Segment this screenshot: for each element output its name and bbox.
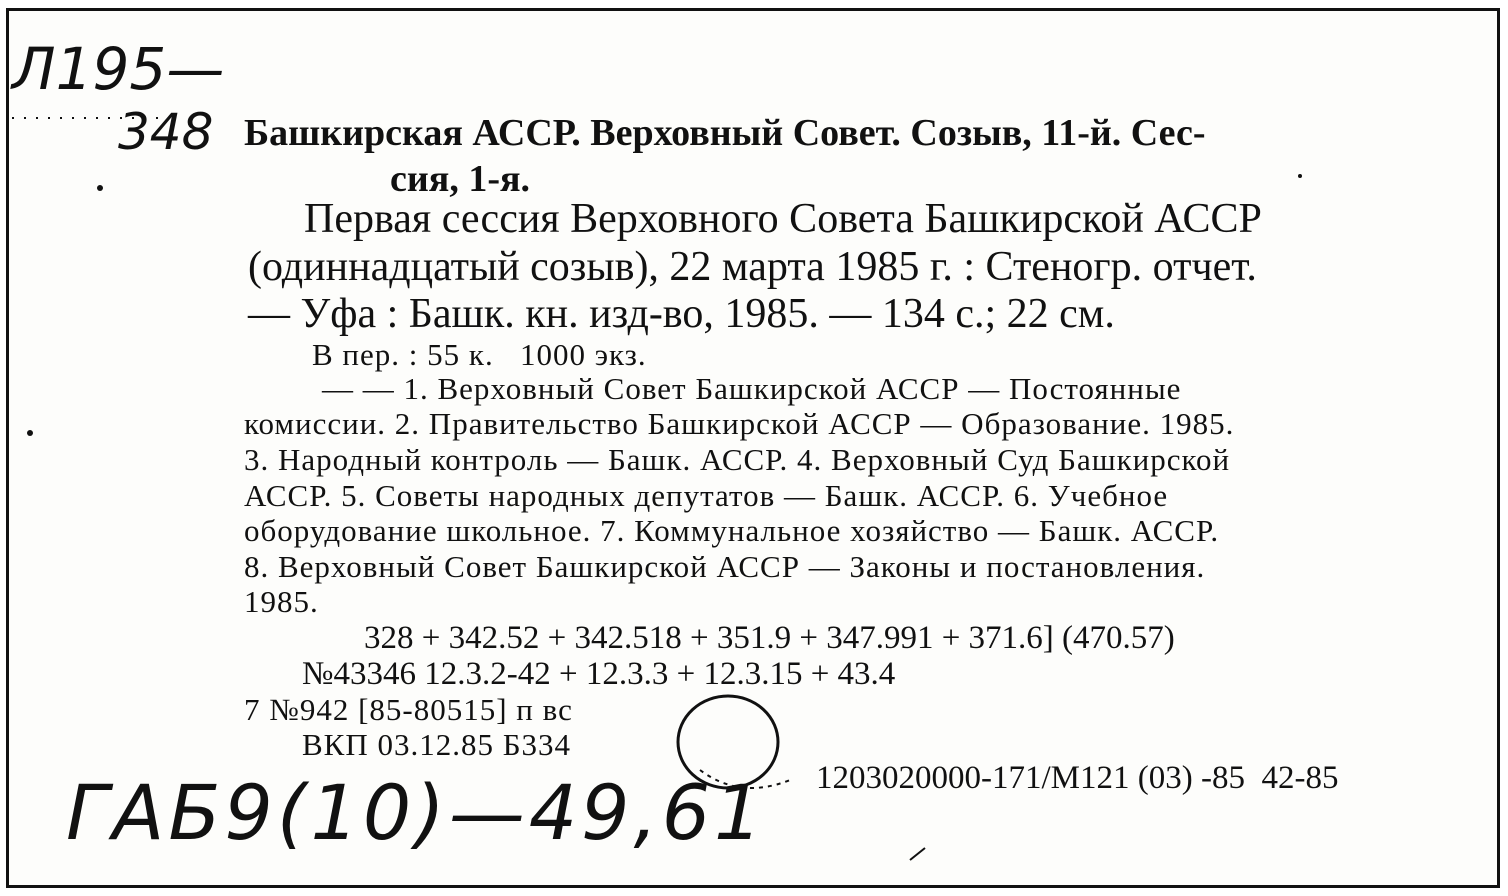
registration-line: 7 №942 [85-80515] п вс: [244, 692, 573, 727]
handwritten-call-number: Л195—: [12, 35, 225, 103]
index-code: 1203020000-171/М121 (03) -85 42-85: [816, 760, 1339, 796]
vkp-line: ВКП 03.12.85 Б334: [302, 727, 572, 762]
pencil-dot: [27, 430, 33, 436]
heading-line-1: Башкирская АССР. Верховный Совет. Созыв, 11-й. Сес-: [244, 112, 1206, 154]
pencil-dot: [97, 185, 103, 191]
subject-line-2: комиссии. 2. Правительство Башкирской АССР — Образование. 1985.: [244, 406, 1235, 441]
subject-line-6: 8. Верховный Совет Башкирской АССР — Законы и постановления.: [244, 549, 1206, 584]
handwritten-shelf-mark: ГАБ9(10)—49,61: [66, 768, 767, 857]
title-line-2: (одиннадцатый созыв), 22 марта 1985 г. : Стеногр. отчет.: [248, 244, 1257, 290]
pencil-dot: [1298, 174, 1302, 178]
subject-line-3: 3. Народный контроль — Башк. АССР. 4. Верховный Суд Башкирской: [244, 442, 1231, 477]
heading-line-2: сия, 1-я.: [390, 158, 531, 200]
pencil-stroke: [910, 848, 925, 860]
subject-line-4: АССР. 5. Советы народных депутатов — Башк. АССР. 6. Учебное: [244, 478, 1169, 513]
subject-line-7: 1985.: [244, 584, 319, 619]
subject-line-5: оборудование школьное. 7. Коммунальное хозяйство — Башк. АССР.: [244, 513, 1220, 548]
classification-line-1: 328 + 342.52 + 342.518 + 351.9 + 347.991 + 371.6] (470.57): [364, 620, 1175, 656]
stamp-circle: [678, 696, 778, 788]
price-line: В пер. : 55 к. 1000 экз.: [312, 337, 647, 372]
subject-line-1: — — 1. Верховный Совет Башкирской АССР — Постоянные: [322, 371, 1182, 406]
title-line-1: Первая сессия Верховного Совета Башкирской АССР: [304, 196, 1262, 242]
classification-line-2: №43346 12.3.2-42 + 12.3.3 + 12.3.15 + 43.4: [302, 656, 896, 692]
handwritten-call-number-suffix: 348: [118, 103, 214, 161]
title-line-3: — Уфа : Башк. кн. изд-во, 1985. — 134 с.; 22 см.: [248, 291, 1115, 337]
